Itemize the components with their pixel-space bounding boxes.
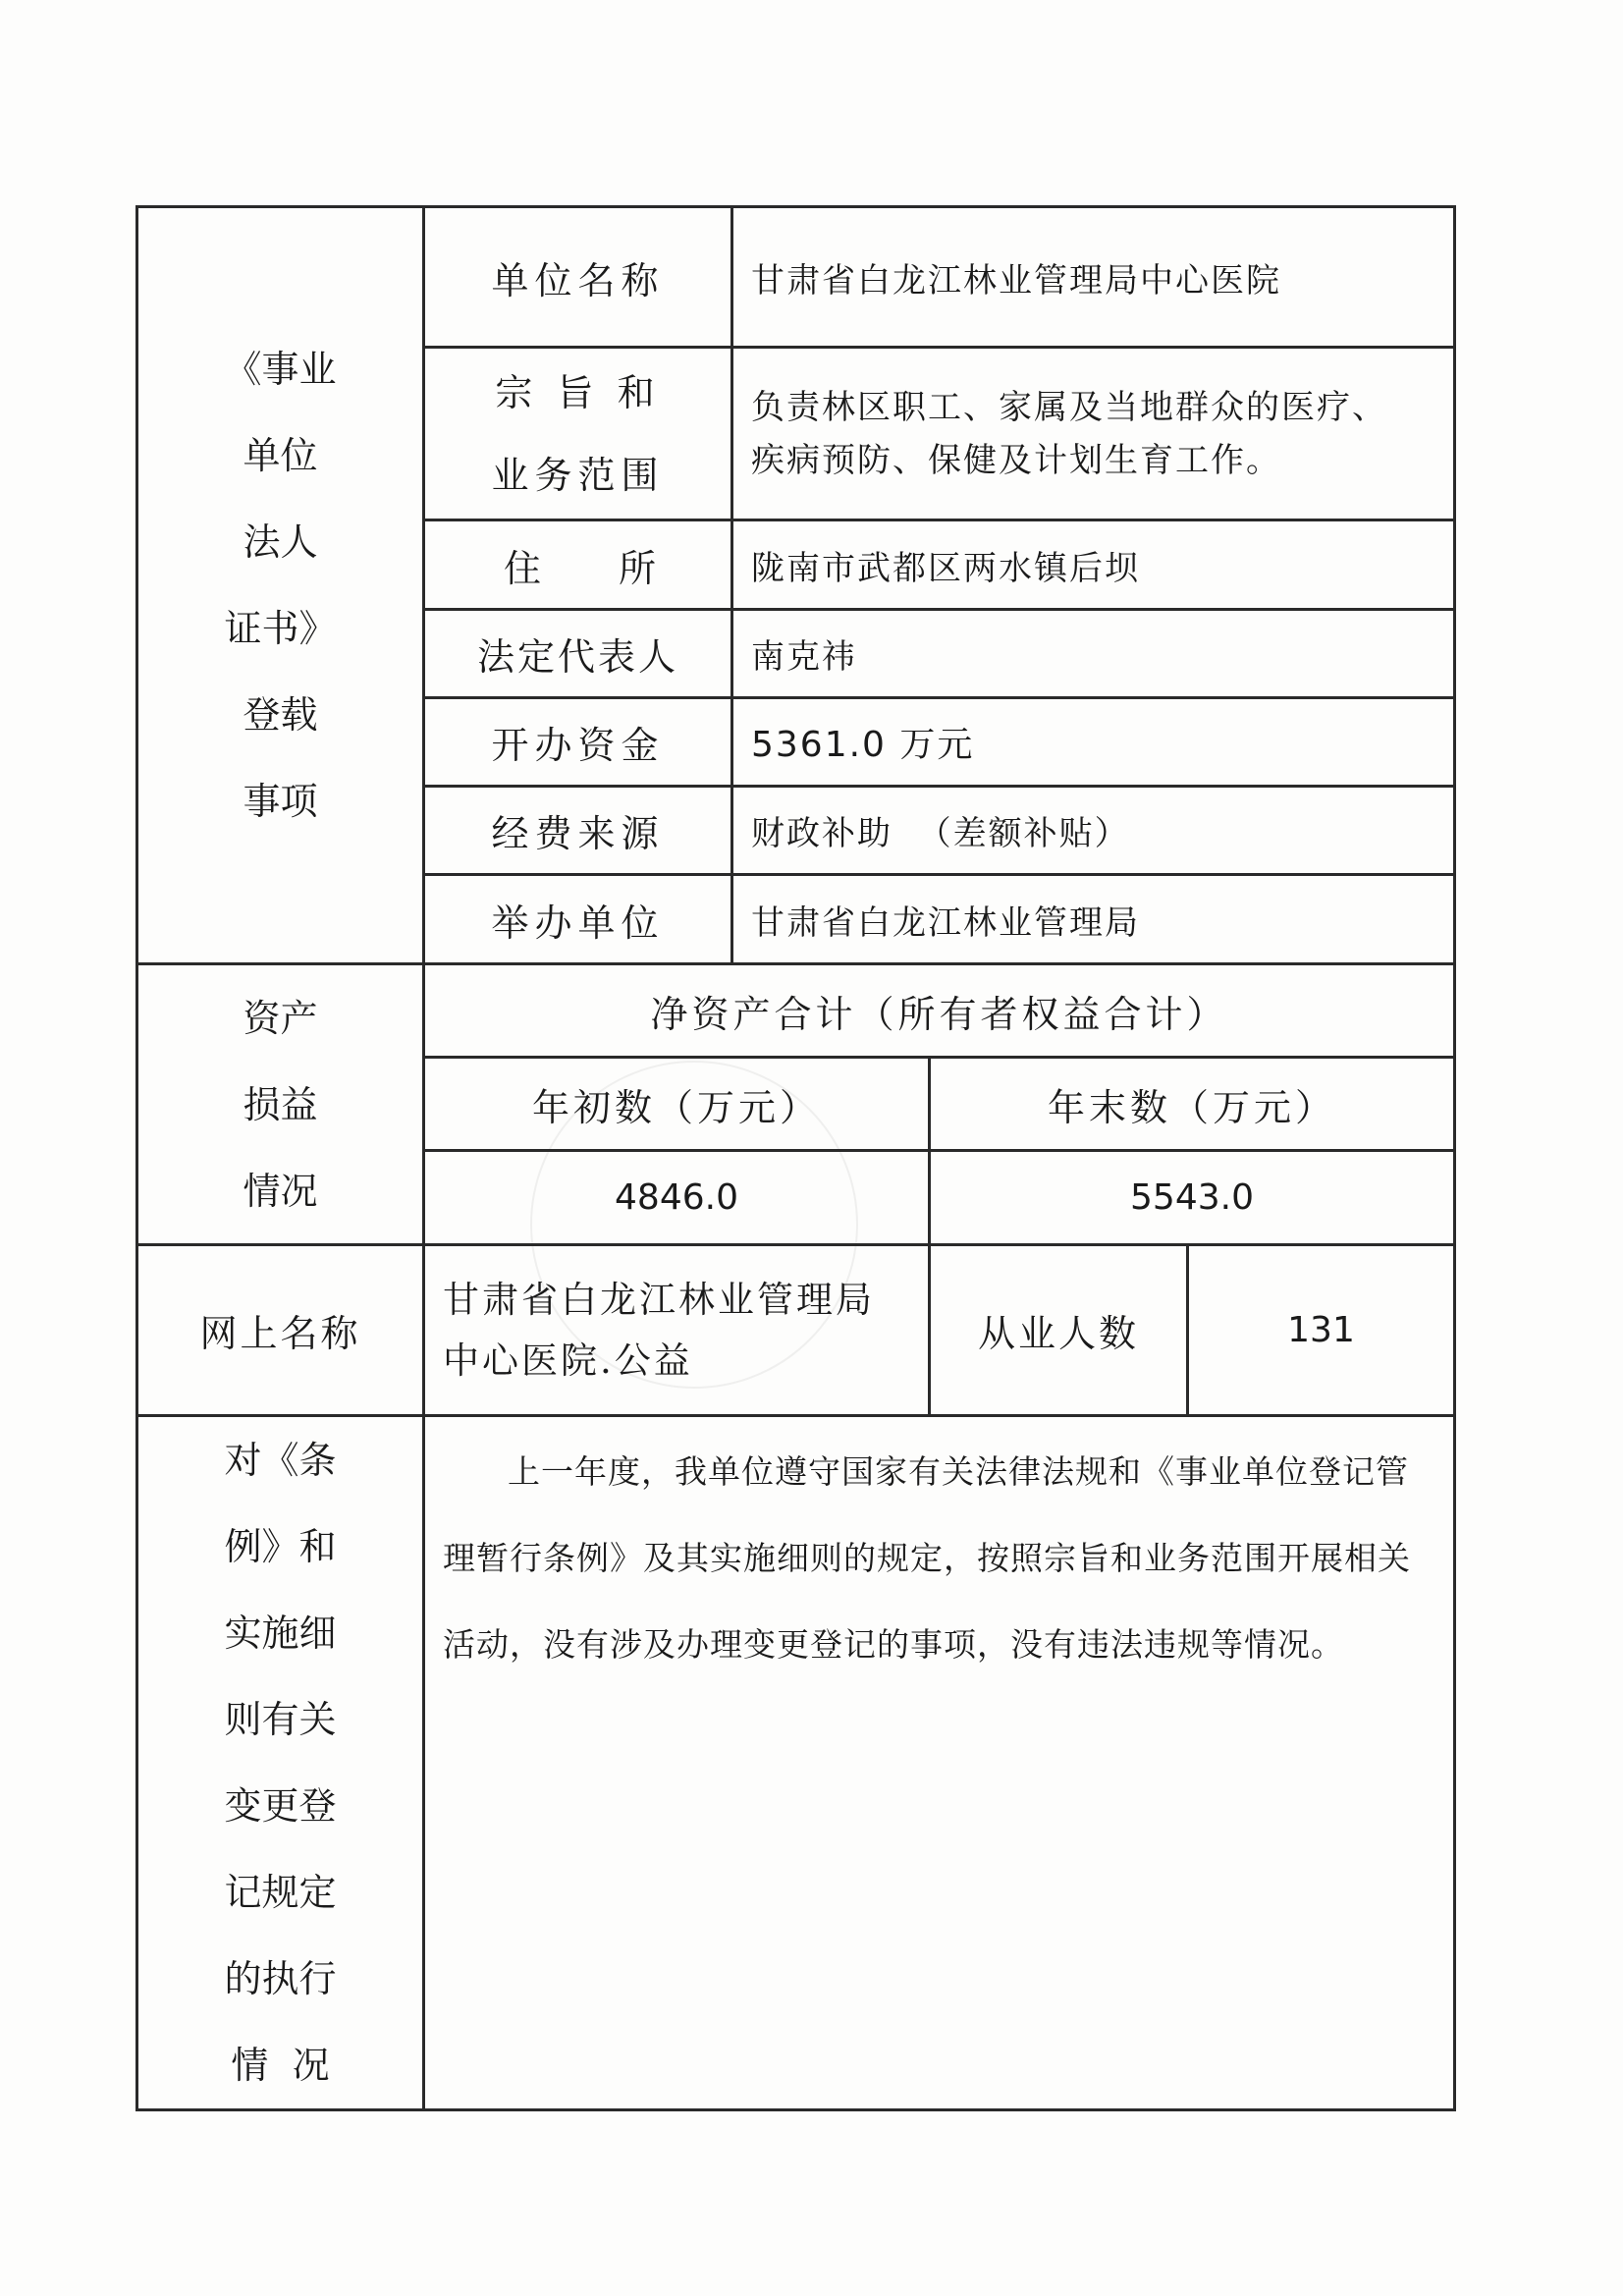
registration-label-line: 证书》 <box>224 607 337 650</box>
staff-count-label: 从业人数 <box>930 1245 1188 1416</box>
purpose-label <box>424 348 732 520</box>
execution-statement-text: 上一年度，我单位遵守国家有关法律法规和《事业单位登记管理暂行条例》及其实施细则的规定，按照宗旨和业务范围开展相关活动，没有涉及办理变更登记的事项，没有违法违规等情况。 <box>443 1452 1411 1664</box>
address-label <box>424 520 732 610</box>
legal-rep-label: 法定代表人 <box>424 610 732 698</box>
execution-label-line: 则有关 <box>224 1698 337 1741</box>
registration-label-line: 《事业 <box>224 348 337 391</box>
execution-label-line: 的执行 <box>224 1957 337 2000</box>
execution-label-line: 记规定 <box>224 1871 337 1914</box>
registration-label-line: 事项 <box>243 780 318 823</box>
online-name-line2: 中心医院.公益 <box>443 1339 693 1382</box>
execution-label-line: 变更登 <box>224 1784 337 1828</box>
execution-statement <box>424 1416 1455 2110</box>
annual-report-table <box>135 205 1456 2111</box>
registration-label-line: 登载 <box>243 693 318 737</box>
capital-label: 开办资金 <box>424 698 732 787</box>
purpose-value-line2: 疾病预防、保健及计划生育工作。 <box>751 440 1281 480</box>
unit-name-label: 单位名称 <box>424 207 732 348</box>
legal-rep-value: 南克祎 <box>732 610 1455 698</box>
purpose-label-line2: 业务范围 <box>491 453 665 497</box>
assets-label-line: 损益 <box>243 1082 318 1126</box>
funding-value: 财政补助 （差额补贴） <box>732 787 1455 875</box>
purpose-label-line1: 宗 旨 和 <box>495 370 661 414</box>
execution-label-line: 对《条 <box>224 1439 337 1482</box>
capital-value: 5361.0 万元 <box>732 698 1455 787</box>
execution-label-line: 例》和 <box>224 1525 337 1568</box>
year-end-value: 5543.0 <box>930 1151 1455 1245</box>
purpose-value-line1: 负责林区职工、家属及当地群众的医疗、 <box>751 387 1387 427</box>
address-label-char1: 住 <box>504 546 548 590</box>
registration-label-line: 单位 <box>243 434 318 477</box>
unit-name-value: 甘肃省白龙江林业管理局中心医院 <box>732 207 1455 348</box>
online-name-label: 网上名称 <box>137 1245 424 1416</box>
net-assets-header: 净资产合计（所有者权益合计） <box>424 964 1455 1058</box>
address-value: 陇南市武都区两水镇后坝 <box>732 520 1455 610</box>
registration-label-line: 法人 <box>243 520 318 564</box>
funding-label: 经费来源 <box>424 787 732 875</box>
purpose-value <box>732 348 1455 520</box>
year-end-label: 年末数（万元） <box>930 1058 1455 1151</box>
execution-label-line: 实施细 <box>224 1612 337 1655</box>
sponsor-label: 举办单位 <box>424 875 732 964</box>
year-start-value: 4846.0 <box>424 1151 930 1245</box>
year-start-label: 年初数（万元） <box>424 1058 930 1151</box>
online-name-line1: 甘肃省白龙江林业管理局 <box>443 1278 875 1321</box>
execution-label-line: 情 况 <box>231 2044 330 2087</box>
assets-section-label <box>137 964 424 1245</box>
sponsor-value: 甘肃省白龙江林业管理局 <box>732 875 1455 964</box>
staff-count-value: 131 <box>1188 1245 1455 1416</box>
registration-section-label <box>137 207 424 964</box>
assets-label-line: 资产 <box>243 996 318 1040</box>
address-label-char2: 所 <box>618 546 662 590</box>
execution-section-label <box>137 1416 424 2110</box>
online-name-value <box>424 1245 930 1416</box>
assets-label-line: 情况 <box>243 1169 318 1213</box>
